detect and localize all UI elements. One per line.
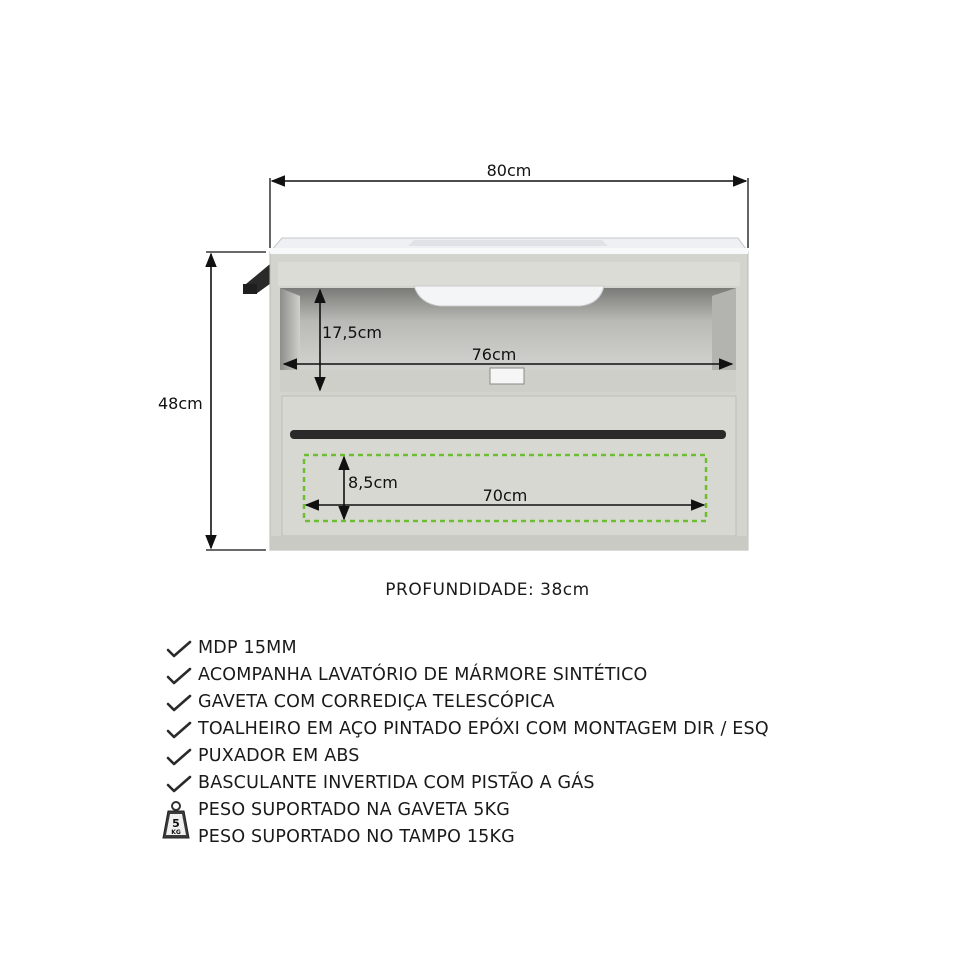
feature-text: BASCULANTE INVERTIDA COM PISTÃO A GÁS [198, 773, 595, 793]
weight-line: PESO SUPORTADO NO TAMPO 15KG [198, 827, 515, 847]
weight-icon-unit: KG [171, 829, 181, 836]
weight-line: PESO SUPORTADO NA GAVETA 5KG [198, 800, 511, 820]
basin-underside [414, 286, 604, 306]
check-icon [166, 640, 192, 658]
feature-item [162, 771, 769, 798]
feature-list [162, 636, 769, 798]
depth-label: PROFUNDIDADE: 38cm [385, 580, 590, 600]
width-label: 80cm [486, 161, 532, 180]
drawer-front [282, 396, 736, 536]
check-icon [166, 694, 192, 712]
drain-pipe [490, 368, 524, 384]
feature-text: TOALHEIRO EM AÇO PINTADO EPÓXI COM MONTAGEM DIR / ESQ [198, 719, 769, 739]
weight-lines [198, 798, 515, 852]
drawer-height-label: 8,5cm [348, 473, 398, 492]
check-icon [166, 775, 192, 793]
feature-text: PUXADOR EM ABS [198, 746, 360, 766]
niche-height-label: 17,5cm [322, 323, 383, 342]
feature-text: ACOMPANHA LAVATÓRIO DE MÁRMORE SINTÉTICO [198, 665, 648, 685]
niche-width-label: 76cm [471, 345, 517, 364]
feature-text: GAVETA COM CORREDIÇA TELESCÓPICA [198, 692, 555, 712]
drawer-width-label: 70cm [482, 486, 528, 505]
dimension-width [270, 161, 748, 248]
feature-text: MDP 15MM [198, 638, 297, 658]
check-icon [166, 667, 192, 685]
feature-item [162, 636, 769, 663]
check-icon [166, 748, 192, 766]
feature-item [162, 690, 769, 717]
dimension-height [158, 252, 266, 550]
height-label: 48cm [158, 394, 203, 413]
feature-item [162, 663, 769, 690]
feature-item [162, 717, 769, 744]
weight-icon [162, 800, 190, 840]
drawer-handle [290, 430, 726, 439]
weight-icon-number: 5 [172, 817, 180, 830]
feature-item [162, 744, 769, 771]
check-icon [166, 721, 192, 739]
sink-top [270, 238, 748, 254]
